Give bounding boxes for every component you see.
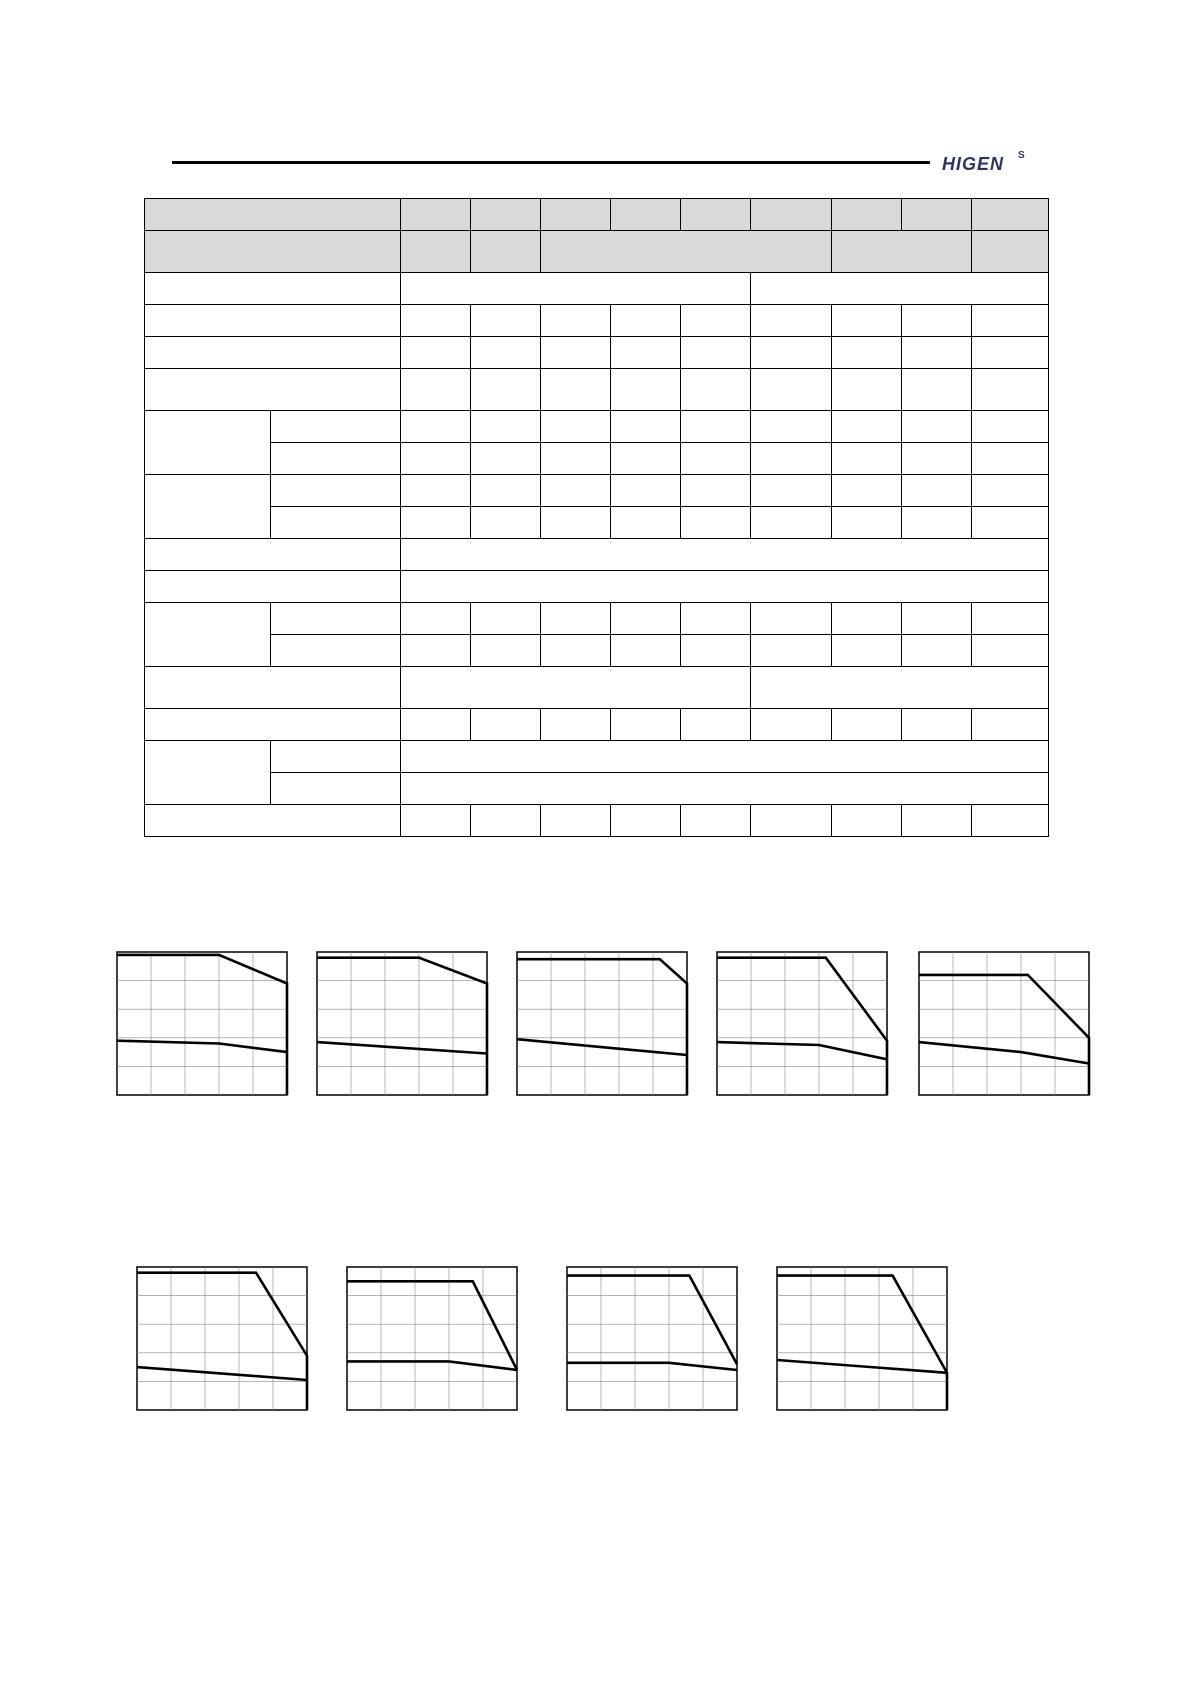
table-cell — [681, 411, 751, 443]
table-cell — [471, 443, 541, 475]
chart-plot — [566, 1266, 738, 1411]
peak-torque-curve — [317, 958, 487, 1095]
table-cell — [401, 411, 471, 443]
torque-speed-chart — [136, 1266, 308, 1411]
table-cell — [145, 273, 401, 305]
table-row — [145, 667, 1049, 709]
table-cell — [471, 507, 541, 539]
table-header-cell — [972, 199, 1049, 231]
table-cell — [611, 337, 681, 369]
table-cell — [972, 369, 1049, 411]
chart-plot — [346, 1266, 518, 1411]
table-cell — [401, 773, 1049, 805]
table-cell — [541, 475, 611, 507]
table-cell — [902, 411, 972, 443]
table-cell — [681, 475, 751, 507]
table-cell — [541, 443, 611, 475]
table-cell — [681, 443, 751, 475]
chart-frame — [919, 952, 1089, 1095]
table-row — [145, 773, 1049, 805]
table-cell — [471, 305, 541, 337]
rated-torque-curve — [567, 1363, 737, 1370]
table-cell — [681, 635, 751, 667]
table-cell — [471, 411, 541, 443]
table-row — [145, 805, 1049, 837]
table-cell — [681, 305, 751, 337]
table-cell — [401, 475, 471, 507]
table-cell — [681, 507, 751, 539]
table-cell — [751, 475, 832, 507]
svg-text:HIGEN: HIGEN — [942, 154, 1005, 174]
table-cell — [145, 539, 401, 571]
brand-logo — [940, 146, 1030, 176]
table-cell — [902, 603, 972, 635]
table-cell — [681, 709, 751, 741]
table-cell — [972, 709, 1049, 741]
table-cell — [751, 411, 832, 443]
table-group-cell — [145, 411, 271, 475]
table-cell — [271, 443, 401, 475]
table-header-cell — [902, 199, 972, 231]
table-cell — [832, 443, 902, 475]
table-cell — [145, 667, 401, 709]
table-header-cell — [145, 199, 401, 231]
table-cell — [271, 411, 401, 443]
table-cell — [541, 369, 611, 411]
higen-logo-graphic — [940, 146, 1030, 176]
table-cell — [832, 337, 902, 369]
torque-speed-chart — [776, 1266, 948, 1411]
table-cell — [902, 305, 972, 337]
table-cell — [471, 475, 541, 507]
table-cell — [751, 337, 832, 369]
chart-plot — [316, 951, 488, 1096]
table-header-cell — [832, 199, 902, 231]
table-cell — [972, 805, 1049, 837]
table-cell — [902, 475, 972, 507]
table-cell — [972, 603, 1049, 635]
table-cell — [611, 709, 681, 741]
table-header-cell — [471, 231, 541, 273]
rated-torque-curve — [777, 1360, 947, 1373]
table-header-cell — [681, 199, 751, 231]
table-cell — [972, 411, 1049, 443]
table-cell — [611, 507, 681, 539]
torque-speed-chart — [346, 1266, 518, 1411]
peak-torque-curve — [919, 975, 1089, 1095]
rated-torque-curve — [137, 1367, 307, 1380]
table-cell — [401, 305, 471, 337]
chart-frame — [517, 952, 687, 1095]
table-cell — [832, 305, 902, 337]
table-cell — [471, 805, 541, 837]
table-cell — [832, 603, 902, 635]
torque-speed-chart — [116, 951, 288, 1096]
table-cell — [401, 635, 471, 667]
chart-frame — [717, 952, 887, 1095]
table-cell — [972, 475, 1049, 507]
table-cell — [832, 475, 902, 507]
rated-torque-curve — [517, 1039, 687, 1055]
chart-frame — [777, 1267, 947, 1410]
chart-plot — [716, 951, 888, 1096]
table-cell — [902, 369, 972, 411]
table-cell — [751, 805, 832, 837]
table-cell — [401, 571, 1049, 603]
table-row — [145, 603, 1049, 635]
table-cell — [401, 539, 1049, 571]
table-row — [145, 741, 1049, 773]
chart-frame — [137, 1267, 307, 1410]
table-cell — [541, 603, 611, 635]
table-cell — [145, 805, 401, 837]
table-cell — [832, 411, 902, 443]
table-row — [145, 337, 1049, 369]
table-cell — [902, 635, 972, 667]
peak-torque-curve — [347, 1281, 517, 1370]
chart-plot — [776, 1266, 948, 1411]
chart-plot — [516, 951, 688, 1096]
table-cell — [541, 337, 611, 369]
table-row — [145, 571, 1049, 603]
table-header-cell — [611, 199, 681, 231]
table-cell — [902, 709, 972, 741]
table-group-cell — [145, 603, 271, 667]
table-cell — [541, 709, 611, 741]
table-row — [145, 709, 1049, 741]
table-cell — [401, 603, 471, 635]
torque-speed-chart — [566, 1266, 738, 1411]
table-cell — [972, 443, 1049, 475]
table-cell — [611, 411, 681, 443]
table-cell — [902, 443, 972, 475]
table-cell — [972, 337, 1049, 369]
peak-torque-curve — [567, 1276, 737, 1365]
table-cell — [681, 603, 751, 635]
table-cell — [681, 337, 751, 369]
table-header-cell — [541, 199, 611, 231]
peak-torque-curve — [717, 958, 887, 1095]
table-cell — [972, 635, 1049, 667]
table-cell — [751, 273, 1049, 305]
table-cell — [611, 369, 681, 411]
torque-speed-chart — [516, 951, 688, 1096]
specification-table — [144, 198, 1049, 837]
torque-speed-chart — [316, 951, 488, 1096]
table-row — [145, 199, 1049, 231]
table-cell — [541, 635, 611, 667]
table-cell — [145, 305, 401, 337]
table-cell — [681, 805, 751, 837]
table-cell — [401, 337, 471, 369]
table-header-cell — [401, 199, 471, 231]
table-header-cell — [401, 231, 471, 273]
table-row — [145, 635, 1049, 667]
table-cell — [145, 369, 401, 411]
table-cell — [972, 507, 1049, 539]
chart-plot — [918, 951, 1090, 1096]
table-cell — [401, 805, 471, 837]
table-cell — [271, 635, 401, 667]
table-cell — [271, 773, 401, 805]
table-cell — [541, 507, 611, 539]
table-header-cell — [471, 199, 541, 231]
svg-text:S: S — [1018, 150, 1025, 161]
table-cell — [611, 805, 681, 837]
table-cell — [401, 741, 1049, 773]
table-cell — [751, 709, 832, 741]
table-cell — [832, 709, 902, 741]
rated-torque-curve — [347, 1361, 517, 1370]
table-cell — [611, 635, 681, 667]
table-cell — [681, 369, 751, 411]
table-cell — [471, 337, 541, 369]
table-group-cell — [145, 741, 271, 805]
table-row — [145, 475, 1049, 507]
table-cell — [902, 805, 972, 837]
table-cell — [611, 475, 681, 507]
peak-torque-curve — [117, 955, 287, 1095]
chart-plot — [136, 1266, 308, 1411]
table-row — [145, 443, 1049, 475]
torque-speed-chart — [716, 951, 888, 1096]
table-cell — [611, 443, 681, 475]
table-cell — [832, 507, 902, 539]
table-cell — [751, 667, 1049, 709]
table-cell — [832, 635, 902, 667]
table-cell — [471, 709, 541, 741]
table-group-cell — [145, 475, 271, 539]
table-row — [145, 507, 1049, 539]
table-cell — [471, 635, 541, 667]
rated-torque-curve — [117, 1041, 287, 1052]
table-cell — [751, 603, 832, 635]
table-row — [145, 305, 1049, 337]
chart-plot — [116, 951, 288, 1096]
table-cell — [751, 305, 832, 337]
table-cell — [751, 635, 832, 667]
table-cell — [751, 507, 832, 539]
table-cell — [271, 475, 401, 507]
table-header-cell — [972, 231, 1049, 273]
table-cell — [541, 805, 611, 837]
torque-speed-chart — [918, 951, 1090, 1096]
table-cell — [611, 305, 681, 337]
table-cell — [145, 571, 401, 603]
peak-torque-curve — [137, 1273, 307, 1410]
table-row — [145, 231, 1049, 273]
table-cell — [145, 337, 401, 369]
table-cell — [271, 507, 401, 539]
rated-torque-curve — [919, 1042, 1089, 1063]
table-cell — [271, 603, 401, 635]
table-cell — [751, 443, 832, 475]
table-cell — [401, 709, 471, 741]
table-header-cell — [832, 231, 972, 273]
table-cell — [541, 411, 611, 443]
rated-torque-curve — [717, 1042, 887, 1059]
table-cell — [902, 507, 972, 539]
table-cell — [401, 667, 751, 709]
table-cell — [832, 805, 902, 837]
table-row — [145, 539, 1049, 571]
table-row — [145, 273, 1049, 305]
table-cell — [401, 273, 751, 305]
table-cell — [541, 305, 611, 337]
table-row — [145, 411, 1049, 443]
table-cell — [902, 337, 972, 369]
table-header-cell — [751, 199, 832, 231]
table-cell — [401, 507, 471, 539]
chart-frame — [347, 1267, 517, 1410]
table-header-cell — [145, 231, 401, 273]
table-cell — [401, 369, 471, 411]
table-cell — [751, 369, 832, 411]
chart-frame — [567, 1267, 737, 1410]
table-cell — [972, 305, 1049, 337]
header-rule — [172, 161, 930, 164]
table-row — [145, 369, 1049, 411]
table-cell — [471, 603, 541, 635]
table-cell — [471, 369, 541, 411]
peak-torque-curve — [517, 959, 687, 1095]
table-cell — [611, 603, 681, 635]
table-cell — [832, 369, 902, 411]
table-cell — [145, 709, 401, 741]
table-cell — [271, 741, 401, 773]
rated-torque-curve — [317, 1042, 487, 1053]
table-cell — [401, 443, 471, 475]
table-header-cell — [541, 231, 832, 273]
